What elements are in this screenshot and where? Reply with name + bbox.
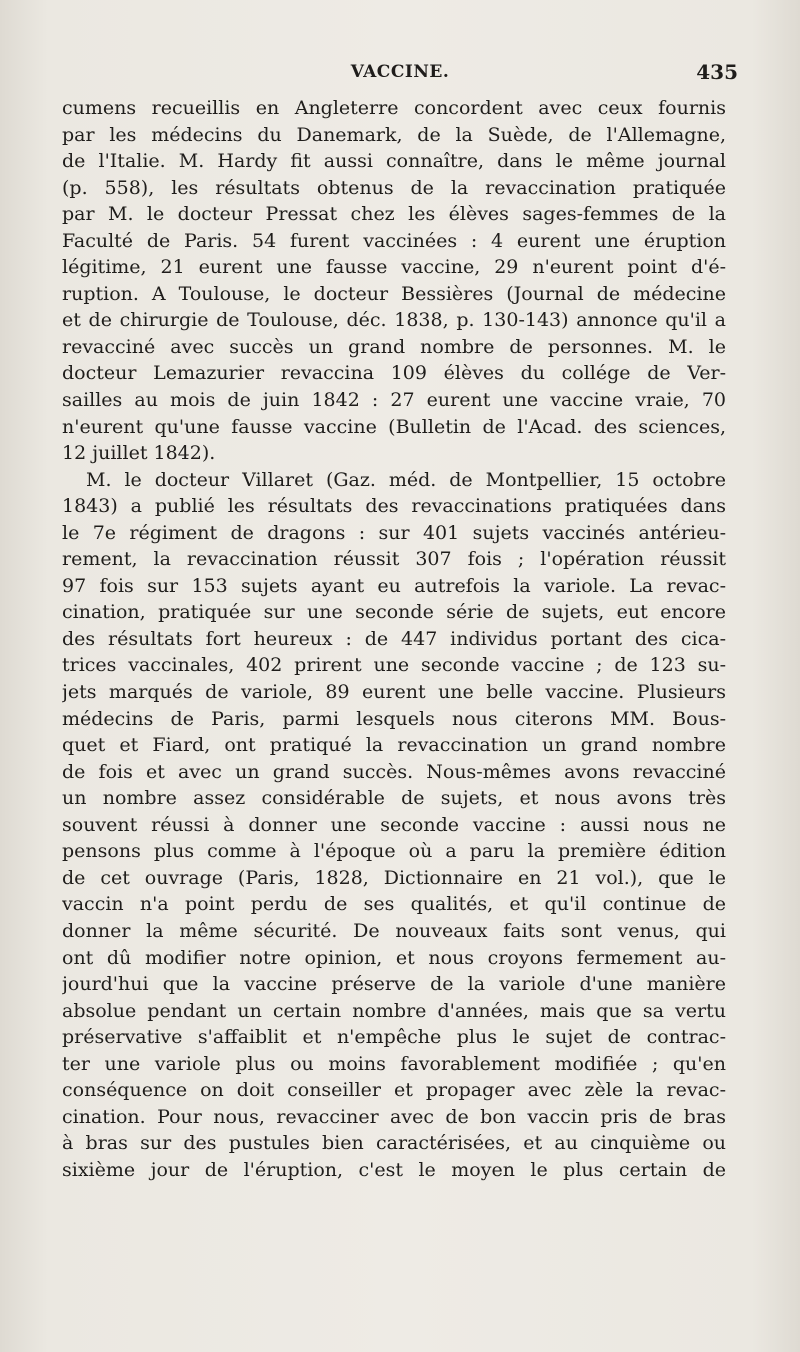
text-line: M. le docteur Villaret (Gaz. méd. de Montpellier, 15 octobre	[86, 468, 726, 491]
page-number: 435	[696, 60, 738, 84]
text-line: docteur Lemazurier revaccina 109 élèves du collége de Ver-	[62, 362, 726, 385]
text-line: sixième jour de l'éruption, c'est le moyen le plus certain de	[62, 1158, 726, 1181]
text-line: ruption. A Toulouse, le docteur Bessières (Journal de médecine	[62, 282, 726, 305]
text-line: sailles au mois de juin 1842 : 27 eurent une vaccine vraie, 70	[62, 389, 726, 412]
text-line: médecins de Paris, parmi lesquels nous citerons MM. Bous-	[62, 707, 726, 730]
text-line: 12 juillet 1842).	[62, 442, 216, 465]
text-line: des résultats fort heureux : de 447 individus portant des cica-	[62, 627, 726, 650]
text-line: trices vaccinales, 402 prirent une seconde vaccine ; de 123 su-	[62, 654, 726, 677]
text-line: cination. Pour nous, revacciner avec de bon vaccin pris de bras	[62, 1105, 726, 1128]
text-line: le 7e régiment de dragons : sur 401 sujets vaccinés antérieu-	[62, 521, 726, 544]
running-title: VACCINE.	[350, 62, 450, 82]
text-line: 1843) a publié les résultats des revaccinations pratiquées dans	[62, 495, 726, 518]
text-line: pensons plus comme à l'époque où a paru la première édition	[62, 840, 726, 863]
text-line: Faculté de Paris. 54 furent vaccinées : 4 eurent une éruption	[62, 229, 726, 252]
text-line: légitime, 21 eurent une fausse vaccine, 29 n'eurent point d'é-	[62, 256, 726, 279]
text-line: de l'Italie. M. Hardy fit aussi connaître, dans le même journal	[62, 150, 726, 173]
text-line: à bras sur des pustules bien caractérisées, et au cinquième ou	[62, 1132, 726, 1155]
text-line: et de chirurgie de Toulouse, déc. 1838, p. 130-143) annonce qu'il a	[62, 309, 726, 332]
body-text	[62, 95, 726, 1183]
text-line: jourd'hui que la vaccine préserve de la variole d'une manière	[62, 973, 726, 996]
text-line: cumens recueillis en Angleterre concordent avec ceux fournis	[62, 97, 726, 119]
text-line: ter une variole plus ou moins favorablement modifiée ; qu'en	[62, 1052, 726, 1075]
text-line: (p. 558), les résultats obtenus de la revaccination pratiquée	[62, 176, 726, 199]
text-line: revacciné avec succès un grand nombre de personnes. M. le	[62, 335, 726, 358]
text-line: vaccin n'a point perdu de ses qualités, et qu'il continue de	[62, 893, 726, 916]
text-line: quet et Fiard, ont pratiqué la revaccination un grand nombre	[62, 734, 726, 757]
text-line: ont dû modifier notre opinion, et nous croyons fermement au-	[62, 946, 726, 969]
text-line: donner la même sécurité. De nouveaux faits sont venus, qui	[62, 919, 726, 942]
text-line: de cet ouvrage (Paris, 1828, Dictionnaire en 21 vol.), que le	[62, 866, 726, 889]
text-line: 97 fois sur 153 sujets ayant eu autrefois la variole. La revac-	[62, 574, 726, 597]
text-line: par les médecins du Danemark, de la Suède, de l'Allemagne,	[62, 123, 726, 146]
text-line: rement, la revaccination réussit 307 fois ; l'opération réussit	[62, 548, 726, 571]
text-line: préservative s'affaiblit et n'empêche plus le sujet de contrac-	[62, 1026, 726, 1049]
text-line: jets marqués de variole, 89 eurent une belle vaccine. Plusieurs	[62, 681, 726, 704]
text-line: absolue pendant un certain nombre d'années, mais que sa vertu	[62, 999, 726, 1022]
text-line: par M. le docteur Pressat chez les élèves sages-femmes de la	[62, 203, 726, 226]
running-head	[0, 60, 800, 90]
text-line: de fois et avec un grand succès. Nous-mêmes avons revacciné	[62, 760, 726, 783]
text-line: conséquence on doit conseiller et propager avec zèle la revac-	[62, 1079, 726, 1102]
text-line: un nombre assez considérable de sujets, et nous avons très	[62, 787, 726, 810]
text-line: cination, pratiquée sur une seconde série de sujets, eut encore	[62, 601, 726, 624]
text-line: n'eurent qu'une fausse vaccine (Bulletin de l'Acad. des sciences,	[62, 415, 726, 438]
text-line: souvent réussi à donner une seconde vaccine : aussi nous ne	[62, 813, 726, 836]
